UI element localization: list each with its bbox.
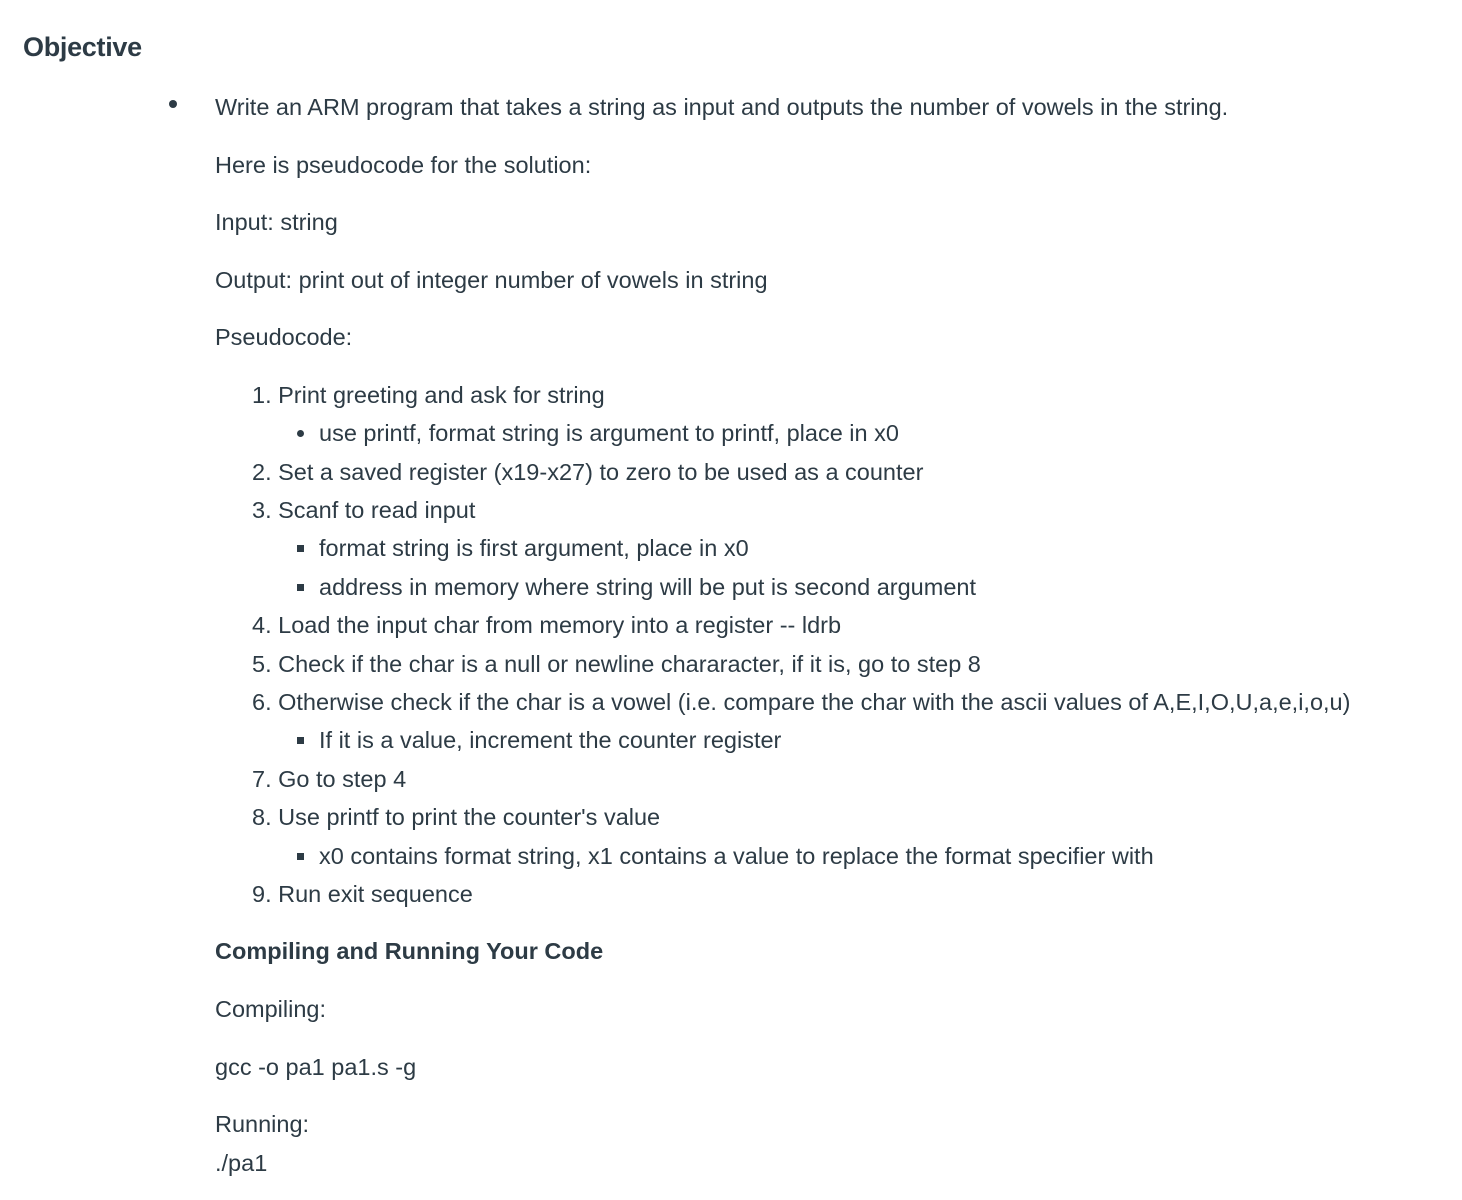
step-item: 5. Check if the char is a null or newline chararacter, if it is, go to step 8 — [252, 651, 981, 677]
sub-step-item: use printf, format string is argument to printf, place in x0 — [319, 420, 899, 446]
sub-step-item: If it is a value, increment the counter register — [319, 727, 782, 753]
step-item: 8. Use printf to print the counter's value — [252, 804, 661, 830]
bullet-square-icon — [297, 737, 304, 744]
sub-step-item: address in memory where string will be put is second argument — [319, 574, 976, 600]
pseudocode-intro: Here is pseudocode for the solution: — [215, 152, 592, 178]
bullet-square-icon — [297, 545, 304, 552]
step-item: 1. Print greeting and ask for string — [252, 382, 605, 408]
sub-step-item: format string is first argument, place in x0 — [319, 535, 749, 561]
sub-step-item: x0 contains format string, x1 contains a value to replace the format specifier with — [319, 843, 1154, 869]
pseudocode-label: Pseudocode: — [215, 324, 353, 350]
input-line: Input: string — [215, 209, 338, 235]
bullet-dot-icon — [297, 430, 304, 437]
compiling-label: Compiling: — [215, 996, 327, 1022]
running-label: Running: — [215, 1111, 310, 1137]
bullet-square-icon — [297, 853, 304, 860]
step-item: 3. Scanf to read input — [252, 497, 476, 523]
bullet-square-icon — [297, 584, 304, 591]
output-line: Output: print out of integer number of vowels in string — [215, 267, 768, 293]
intro-text: Write an ARM program that takes a string as input and outputs the number of vowels in the string. — [215, 94, 1229, 120]
run-command: ./pa1 — [215, 1150, 268, 1176]
page-title: Objective — [23, 32, 142, 62]
bullet-icon — [169, 100, 177, 108]
step-item: 9. Run exit sequence — [252, 881, 473, 907]
compile-heading: Compiling and Running Your Code — [215, 938, 604, 964]
step-item: 4. Load the input char from memory into a register -- ldrb — [252, 612, 842, 638]
step-item: 2. Set a saved register (x19-x27) to zero to be used as a counter — [252, 459, 924, 485]
step-item: 7. Go to step 4 — [252, 766, 407, 792]
step-item: 6. Otherwise check if the char is a vowel (i.e. compare the char with the ascii values of A,E,I,O,U,a,e,i,o,u) — [252, 689, 1351, 715]
compile-command: gcc -o pa1 pa1.s -g — [215, 1054, 417, 1080]
